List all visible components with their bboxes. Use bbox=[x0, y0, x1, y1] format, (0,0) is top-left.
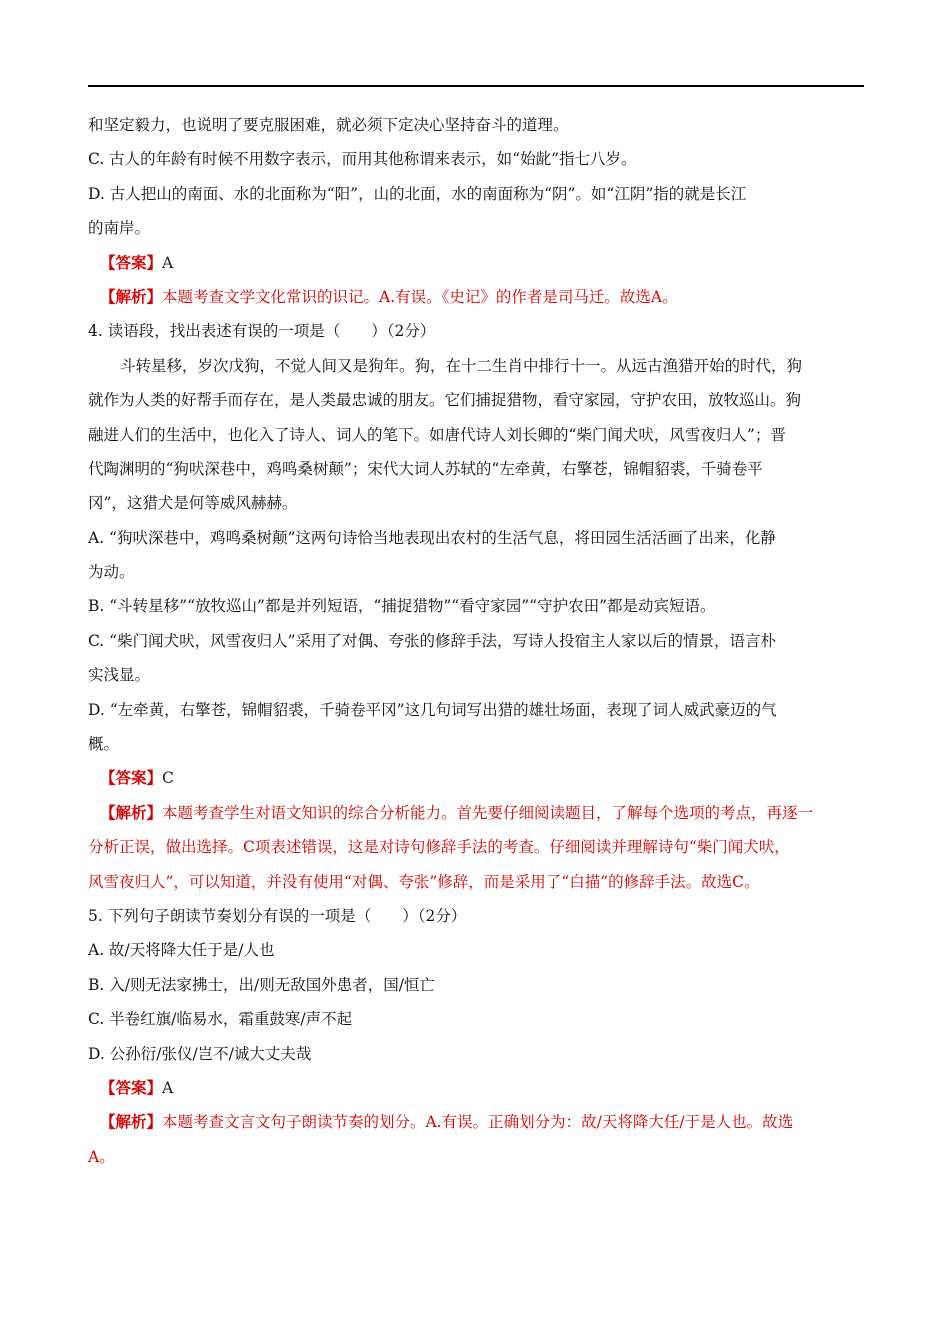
line-text: 本题考查学生对语文知识的综合分析能力。首先要仔细阅读题目，了解每个选项的考点，再逐一 bbox=[162, 803, 814, 822]
text-line: C. 古人的年龄有时候不用数字表示，而用其他称谓来表示，如“始龀”指七八岁。 bbox=[88, 150, 637, 169]
line-text: A bbox=[162, 253, 174, 272]
text-line: A. 故/天将降大任于是/人也 bbox=[88, 941, 275, 960]
text-line: D. 公孙衍/张仪/岂不/诚大丈夫哉 bbox=[88, 1044, 312, 1063]
text-line: B. “斗转星移”“放牧巡山”都是并列短语，“捕捉猎物”“看守家园”“守护农田”都是动宾短语。 bbox=[88, 597, 716, 616]
explanation-line: 风雪夜归人”，可以知道，并没有使用“对偶、夸张”修辞，而是采用了“白描”的修辞手法。故选C。 bbox=[88, 872, 760, 891]
text-line: 和坚定毅力，也说明了要克服困难，就必须下定决心坚持奋斗的道理。 bbox=[88, 116, 569, 134]
text-line: 就作为人类的好帮手而存在，是人类最忠诚的朋友。它们捕捉猎物，看守家园，守护农田，放牧巡山。狗 bbox=[88, 391, 802, 410]
text-line: 的南岸。 bbox=[88, 219, 151, 238]
text-line: D. 古人把山的南面、水的北面称为“阳”，山的北面，水的南面称为“阴”。如“江阴”指的就是长江 bbox=[88, 184, 747, 203]
explanation-tag: 【解析】 bbox=[100, 286, 163, 306]
text-line: 实浅显。 bbox=[88, 666, 151, 685]
text-line: C. “柴门闻犬吠，风雪夜归人”采用了对偶、夸张的修辞手法，写诗人投宿主人家以后的情景，语言朴 bbox=[88, 631, 777, 650]
explanation-line bbox=[88, 796, 864, 830]
explanation-tag: 【解析】 bbox=[100, 1112, 163, 1132]
text-line: 代陶渊明的“狗吠深巷中，鸡鸣桑树颠”；宋代大词人苏轼的“左牵黄，右擎苍，锦帽貂裘，千骑卷平 bbox=[88, 459, 763, 478]
line-text: 本题考查文学文化常识的识记。A.有误。《史记》的作者是司马迁。故选A。 bbox=[162, 287, 678, 306]
explanation-line: A。 bbox=[88, 1147, 115, 1166]
text-line: 冈”，这猎犬是何等威风赫赫。 bbox=[88, 494, 298, 513]
text-line: 4. 读语段，找出表述有误的一项是（ ）（2分） bbox=[88, 322, 436, 341]
answer-tag: 【答案】 bbox=[100, 1077, 163, 1097]
answer-tag: 【答案】 bbox=[100, 768, 163, 788]
line-text: A bbox=[162, 1078, 174, 1097]
answer-line bbox=[88, 246, 864, 280]
explanation-line bbox=[88, 1105, 864, 1139]
text-line: 融进人们的生活中，也化入了诗人、词人的笔下。如唐代诗人刘长卿的“柴门闻犬吠，风雪夜归人”；晋 bbox=[88, 425, 786, 444]
text-line: D. “左牵黄，右擎苍，锦帽貂裘，千骑卷平冈”这几句词写出猎的雄壮场面，表现了词人威武豪迈的气 bbox=[88, 700, 777, 719]
answer-line bbox=[88, 1071, 864, 1105]
line-text: C bbox=[162, 769, 174, 788]
answer-tag: 【答案】 bbox=[100, 252, 163, 272]
text-line: 为动。 bbox=[88, 563, 135, 582]
explanation-tag: 【解析】 bbox=[100, 802, 163, 822]
line-text: 本题考查文言文句子朗读节奏的划分。A.有误。正确划分为：故/天将降大任/于是人也。故选 bbox=[162, 1113, 794, 1132]
header-rule bbox=[88, 85, 864, 87]
explanation-line: 分析正误，做出选择。C项表述错误，这是对诗句修辞手法的考查。仔细阅读并理解诗句“柴门闻犬吠， bbox=[88, 838, 790, 857]
document-body bbox=[88, 108, 864, 1174]
answer-line bbox=[88, 761, 864, 795]
text-line: 5. 下列句子朗读节奏划分有误的一项是（ ）（2分） bbox=[88, 906, 467, 925]
text-line: A. “狗吠深巷中，鸡鸣桑树颠”这两句诗恰当地表现出农村的生活气息，将田园生活活画了出来，化静 bbox=[88, 528, 776, 547]
text-line: 斗转星移，岁次戊狗，不觉人间又是狗年。狗，在十二生肖中排行十一。从远古渔猎开始的时代，狗 bbox=[120, 356, 803, 375]
explanation-line bbox=[88, 280, 864, 314]
text-line: B. 入/则无法家拂士，出/则无敌国外患者，国/恒亡 bbox=[88, 975, 435, 994]
text-line: C. 半卷红旗/临易水，霜重鼓寒/声不起 bbox=[88, 1010, 353, 1029]
text-line: 概。 bbox=[88, 735, 120, 754]
